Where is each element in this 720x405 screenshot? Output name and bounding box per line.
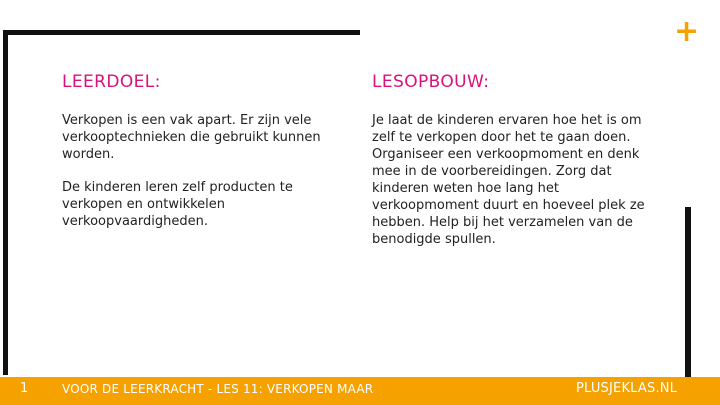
footer-lesson-title: VOOR DE LEERKRACHT - LES 11: VERKOPEN MAAR [62, 382, 374, 396]
frame-left-border [3, 30, 8, 375]
footer-bar [0, 377, 720, 405]
frame-top-border [3, 30, 360, 35]
leerdoel-paragraph-1: Verkopen is een vak apart. Er zijn vele verkooptechnieken die gebruikt kunnen worden. [62, 113, 321, 162]
frame-right-border [685, 207, 691, 377]
plus-icon: + [674, 14, 700, 49]
lesopbouw-heading: LESOPBOUW: [372, 72, 490, 92]
lesopbouw-paragraph: Je laat de kinderen ervaren hoe het is om zelf te verkopen door het te gaan doen. Organiseer een verkoopmoment en denk mee in de voorbereidingen. Zorg dat kinderen weten hoe lang het verkoopmoment duurt en hoeveel plek ze hebben. Help bij het verzamelen van de benodigde spullen. [372, 113, 645, 247]
leerdoel-paragraph-2: De kinderen leren zelf producten te verkopen en ontwikkelen verkoopvaardigheden. [62, 180, 293, 229]
page-number: 1 [20, 381, 29, 396]
leerdoel-heading: LEERDOEL: [62, 72, 161, 92]
footer-website-link[interactable]: PLUSJEKLAS.NL [576, 381, 678, 396]
